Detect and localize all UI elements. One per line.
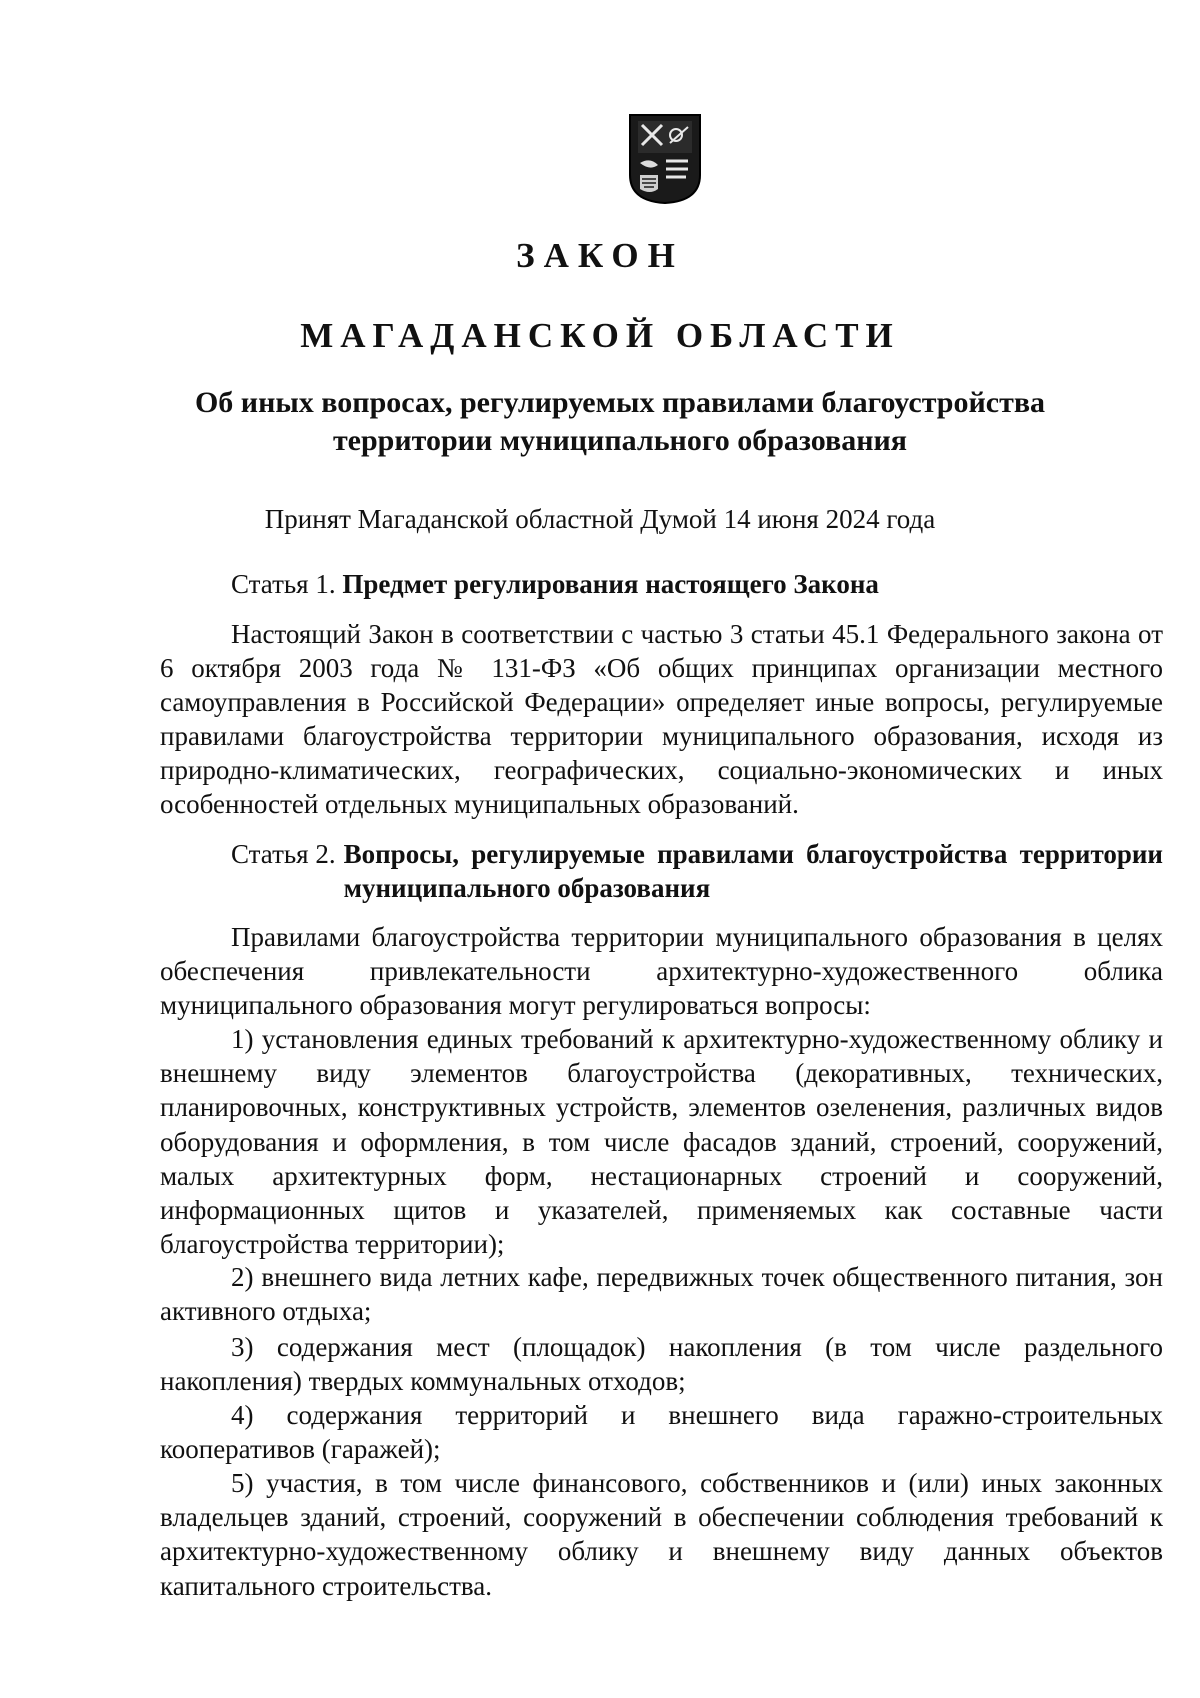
list-item-number: 4) — [231, 1400, 254, 1430]
list-item-number: 3) — [231, 1332, 254, 1362]
list-item-number: 5) — [231, 1468, 254, 1498]
list-item — [160, 1330, 1163, 1398]
article-1-title: Предмет регулирования настоящего Закона — [342, 569, 879, 599]
adoption-line: Принят Магаданской областной Думой 14 июня 2024 года — [264, 504, 936, 534]
list-item-text: установления единых требований к архитектурно-художественному облику и внешнему виду элементов благоустройства (декоративных, технических, планировочных, конструктивных устройств, элементов озеленения, различных видов оборудования и оформления, в том числе фасадов зданий, строений, сооружений, малых архитектурных форм, нестационарных строений и сооружений, информационных щитов и указателей, применяемых как составные части благоустройства территории); — [160, 1024, 1164, 1260]
list-item-text: участия, в том числе финансового, собственников и (или) иных законных владельцев зданий, строений, сооружений в обеспечении соблюдения требований к архитектурно-художественному облику и внешнему виду данных объектов капитального строительства. — [160, 1468, 1163, 1601]
document-region: МАГАДАНСКОЙ ОБЛАСТИ — [300, 316, 900, 355]
list-item — [160, 1022, 1163, 1261]
article-2-intro: Правилами благоустройства территории муниципального образования в целях обеспечения привлекательности архитектурно-художественного облика муниципального образования могут регулироваться вопросы: — [160, 922, 1163, 1020]
list-item-text: содержания территорий и внешнего вида гаражно-строительных кооперативов (гаражей); — [160, 1400, 1163, 1465]
list-item-number: 2) — [231, 1262, 254, 1292]
document-title: ЗАКОН — [516, 236, 684, 275]
list-item-text: содержания мест (площадок) накопления (в том числе раздельного накопления) твердых коммунальных отходов; — [160, 1332, 1164, 1397]
article-2-label: Статья 2. — [231, 839, 336, 869]
list-item — [160, 1398, 1163, 1466]
list-item — [160, 1260, 1163, 1328]
list-item-number: 1) — [231, 1024, 254, 1054]
article-1-heading — [231, 567, 1091, 601]
coat-of-arms-emblem — [628, 113, 702, 205]
list-item-text: внешнего вида летних кафе, передвижных точек общественного питания, зон активного отдыха; — [160, 1262, 1163, 1327]
article-1-label: Статья 1. — [231, 569, 336, 599]
list-item — [160, 1466, 1163, 1603]
article-2-heading — [231, 837, 1163, 905]
article-1-text: Настоящий Закон в соответствии с частью 3 статьи 45.1 Федерального закона от 6 октября 2003 года № 131-ФЗ «Об общих принципах организации местного самоуправления в Российской Федерации» определяет иные вопросы, регулируемые правилами благоустройства территории муниципального образования, исходя из природно-климатических, географических, социально-экономических и иных особенностей отдельных муниципальных образований. — [160, 619, 1163, 819]
law-name: Об иных вопросах, регулируемых правилами благоустройства территории муниципального образования — [194, 386, 1046, 457]
article-2-title: Вопросы, регулируемые правилами благоустройства территории муниципального образования — [343, 839, 1163, 903]
